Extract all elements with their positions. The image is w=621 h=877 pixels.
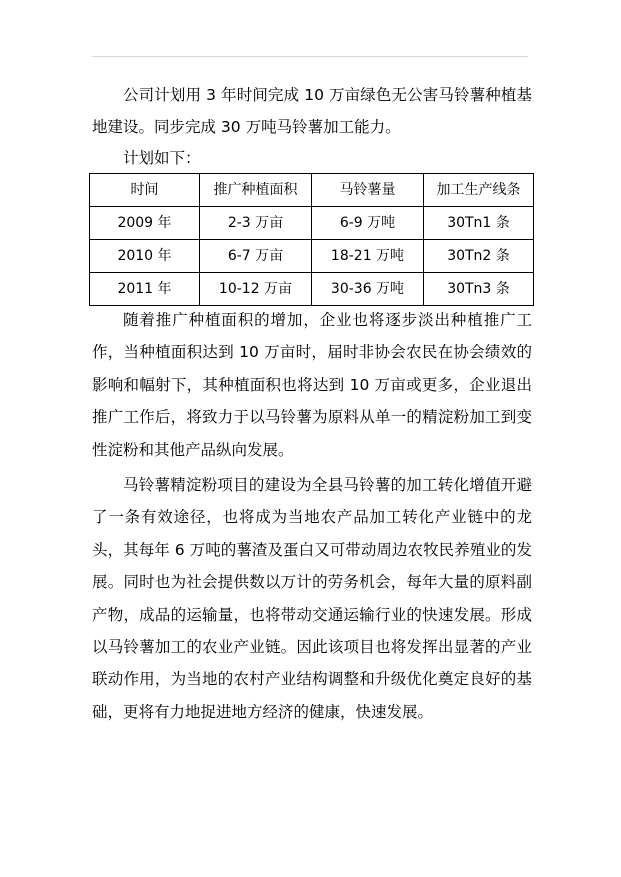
table-cell: 10-12 万亩 [200,273,312,306]
table-header-cell: 时间 [90,174,200,207]
table-cell: 6-7 万亩 [200,240,312,273]
table-cell: 30Tn1 条 [424,207,534,240]
table-cell: 2010 年 [90,240,200,273]
table-cell: 2009 年 [90,207,200,240]
plan-table [89,173,534,306]
table-cell: 18-21 万吨 [312,240,424,273]
table-cell: 2-3 万亩 [200,207,312,240]
paragraph-plan-intro: 公司计划用 3 年时间完成 10 万亩绿色无公害马铃薯种植基地建设。同步完成 30 万吨马铃薯加工能力。 [92,86,532,137]
table-header-row [90,174,534,207]
table-row [90,273,534,306]
table-row [90,240,534,273]
table-header-cell: 马铃薯量 [312,174,424,207]
paragraph-planting-expansion: 随着推广种植面积的增加，企业也将逐步淡出种植推广工作，当种植面积达到 10 万亩时，届时非协会农民在协会绩效的影响和幅射下，其种植面积也将达到 10 万亩或更多，企业退出推广工作后，将致力于以马铃薯为原料从单一的精淀粉加工到变性淀粉和其他产品纵向发展。 [92,311,532,459]
plan-label: 计划如下： [123,149,201,167]
table-cell: 30-36 万吨 [312,273,424,306]
header-divider [92,56,528,57]
table-header-cell: 推广种植面积 [200,174,312,207]
table-header-cell: 加工生产线条 [424,174,534,207]
table-cell: 2011 年 [90,273,200,306]
table-cell: 6-9 万吨 [312,207,424,240]
table-cell: 30Tn2 条 [424,240,534,273]
paragraph-project-impact: 马铃薯精淀粉项目的建设为全县马铃薯的加工转化增值开避了一条有效途径，也将成为当地农产品加工转化产业链中的龙头，其每年 6 万吨的薯渣及蛋白又可带动周边农牧民养殖业的发展。同时也为社会提供数以万计的劳务机会，每年大量的原料副产物，成品的运输量，也将带动交通运输行业的快速发展。形成以马铃薯加工的农业产业链。因此该项目也将发挥出显著的产业联动作用，为当地的农村产业结构调整和升级优化奠定良好的基础，更将有力地捉进地方经济的健康，快速发展。 [92,476,532,721]
table-cell: 30Tn3 条 [424,273,534,306]
table-row [90,207,534,240]
